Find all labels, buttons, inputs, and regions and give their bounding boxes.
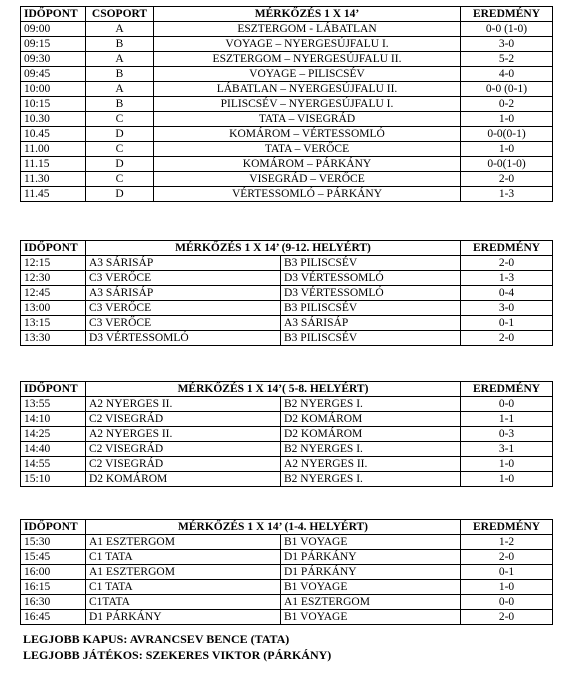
table-row (21, 157, 553, 172)
cell-result: 0-0 (461, 595, 553, 610)
placement-9-12-rows (21, 256, 553, 346)
col-header-match: MÉRKŐZÉS 1 X 14’ (1-4. HELYÉRT) (86, 520, 461, 535)
cell-match: KOMÁROM – VÉRTESSOMLÓ (154, 127, 461, 142)
table-row (21, 112, 553, 127)
cell-time: 09:00 (21, 22, 86, 37)
placement-5-8-rows (21, 397, 553, 487)
cell-result: 1-0 (461, 142, 553, 157)
col-header-result: EREDMÉNY (461, 241, 553, 256)
cell-time: 16:30 (21, 595, 86, 610)
cell-match: LÁBATLAN – NYERGESÚJFALU II. (154, 82, 461, 97)
table-row (21, 67, 553, 82)
col-header-result: EREDMÉNY (461, 7, 553, 22)
cell-home-team: C1 TATA (86, 580, 281, 595)
cell-time: 16:00 (21, 565, 86, 580)
cell-time: 14:25 (21, 427, 86, 442)
cell-away-team: D1 PÁRKÁNY (281, 565, 461, 580)
table-row (21, 52, 553, 67)
cell-away-team: D2 KOMÁROM (281, 427, 461, 442)
cell-group: B (86, 37, 154, 52)
cell-group: B (86, 67, 154, 82)
col-header-time: IDŐPONT (21, 7, 86, 22)
cell-result: 2-0 (461, 256, 553, 271)
cell-time: 14:55 (21, 457, 86, 472)
col-header-match: MÉRKŐZÉS 1 X 14’ (9-12. HELYÉRT) (86, 241, 461, 256)
table-row (21, 412, 553, 427)
placement-5-8-table (20, 381, 553, 487)
cell-result: 2-0 (461, 550, 553, 565)
cell-time: 13:55 (21, 397, 86, 412)
cell-match: VOYAGE – PILISCSÉV (154, 67, 461, 82)
cell-result: 2-0 (461, 331, 553, 346)
cell-result: 1-3 (461, 187, 553, 202)
table-row (21, 127, 553, 142)
cell-time: 13:30 (21, 331, 86, 346)
best-goalkeeper-text: LEGJOBB KAPUS: AVRANCSEV BENCE (TATA) (23, 632, 290, 646)
cell-away-team: B1 VOYAGE (281, 610, 461, 625)
cell-away-team: D3 VÉRTESSOMLÓ (281, 271, 461, 286)
cell-home-team: D1 PÁRKÁNY (86, 610, 281, 625)
cell-match: ESZTERGOM - LÁBATLAN (154, 22, 461, 37)
cell-time: 12:45 (21, 286, 86, 301)
cell-group: D (86, 157, 154, 172)
cell-time: 10.45 (21, 127, 86, 142)
cell-time: 10:15 (21, 97, 86, 112)
placement-1-4-table (20, 519, 553, 625)
cell-home-team: C3 VERŐCE (86, 271, 281, 286)
cell-group: C (86, 172, 154, 187)
table-row (21, 172, 553, 187)
cell-group: D (86, 127, 154, 142)
cell-time: 16:45 (21, 610, 86, 625)
cell-result: 0-3 (461, 427, 553, 442)
cell-time: 13:15 (21, 316, 86, 331)
cell-home-team: A2 NYERGES II. (86, 397, 281, 412)
cell-home-team: A3 SÁRISÁP (86, 256, 281, 271)
best-player-text: LEGJOBB JÁTÉKOS: SZEKERES VIKTOR (PÁRKÁNY) (23, 648, 332, 662)
cell-home-team: A1 ESZTERGOM (86, 535, 281, 550)
cell-result: 1-0 (461, 457, 553, 472)
cell-result: 0-0 (461, 397, 553, 412)
cell-away-team: A2 NYERGES II. (281, 457, 461, 472)
table-row (21, 271, 553, 286)
placement-1-4-rows (21, 535, 553, 625)
col-header-time: IDŐPONT (21, 520, 86, 535)
cell-away-team: B1 VOYAGE (281, 580, 461, 595)
cell-result: 0-1 (461, 565, 553, 580)
cell-away-team: B3 PILISCSÉV (281, 331, 461, 346)
cell-away-team: B2 NYERGES I. (281, 397, 461, 412)
cell-time: 09:30 (21, 52, 86, 67)
cell-time: 09:15 (21, 37, 86, 52)
col-header-time: IDŐPONT (21, 382, 86, 397)
table-row (21, 595, 553, 610)
cell-home-team: C1 TATA (86, 550, 281, 565)
cell-away-team: B2 NYERGES I. (281, 442, 461, 457)
cell-home-team: C1TATA (86, 595, 281, 610)
col-header-time: IDŐPONT (21, 241, 86, 256)
cell-time: 16:15 (21, 580, 86, 595)
cell-result: 1-1 (461, 412, 553, 427)
col-header-result: EREDMÉNY (461, 382, 553, 397)
cell-home-team: C2 VISEGRÁD (86, 412, 281, 427)
cell-home-team: D3 VÉRTESSOMLÓ (86, 331, 281, 346)
cell-result: 3-0 (461, 37, 553, 52)
cell-result: 1-2 (461, 535, 553, 550)
cell-group: C (86, 112, 154, 127)
cell-home-team: A3 SÁRISÁP (86, 286, 281, 301)
table-row (21, 397, 553, 412)
cell-home-team: C2 VISEGRÁD (86, 442, 281, 457)
table-row (21, 331, 553, 346)
table-row (21, 565, 553, 580)
table-row (21, 286, 553, 301)
cell-away-team: D2 KOMÁROM (281, 412, 461, 427)
cell-match: VOYAGE – NYERGESÚJFALU I. (154, 37, 461, 52)
cell-time: 10:00 (21, 82, 86, 97)
cell-group: A (86, 22, 154, 37)
table-row (21, 457, 553, 472)
cell-match: TATA – VISEGRÁD (154, 112, 461, 127)
cell-time: 10.30 (21, 112, 86, 127)
cell-time: 15:45 (21, 550, 86, 565)
col-header-match: MÉRKŐZÉS 1 X 14’( 5-8. HELYÉRT) (86, 382, 461, 397)
cell-home-team: C2 VISEGRÁD (86, 457, 281, 472)
cell-result: 4-0 (461, 67, 553, 82)
cell-result: 2-0 (461, 610, 553, 625)
cell-away-team: B1 VOYAGE (281, 535, 461, 550)
cell-result: 2-0 (461, 172, 553, 187)
cell-away-team: B3 PILISCSÉV (281, 256, 461, 271)
table-row (21, 472, 553, 487)
cell-time: 09:45 (21, 67, 86, 82)
cell-match: VÉRTESSOMLÓ – PÁRKÁNY (154, 187, 461, 202)
cell-result: 5-2 (461, 52, 553, 67)
table-row (21, 22, 553, 37)
table-row (21, 97, 553, 112)
cell-time: 11.15 (21, 157, 86, 172)
group-stage-rows (21, 22, 553, 202)
cell-result: 3-1 (461, 442, 553, 457)
cell-away-team: B3 PILISCSÉV (281, 301, 461, 316)
group-stage-table (20, 6, 553, 202)
cell-time: 14:10 (21, 412, 86, 427)
cell-match: VISEGRÁD – VERŐCE (154, 172, 461, 187)
placement-9-12-table (20, 240, 553, 346)
cell-time: 11.00 (21, 142, 86, 157)
table-row (21, 610, 553, 625)
cell-home-team: C3 VERŐCE (86, 316, 281, 331)
cell-home-team: A1 ESZTERGOM (86, 565, 281, 580)
cell-match: ESZTERGOM – NYERGESÚJFALU II. (154, 52, 461, 67)
cell-result: 1-3 (461, 271, 553, 286)
cell-away-team: A1 ESZTERGOM (281, 595, 461, 610)
cell-result: 0-1 (461, 316, 553, 331)
table-row (21, 187, 553, 202)
table-header-row (21, 382, 553, 397)
cell-group: A (86, 52, 154, 67)
cell-away-team: B2 NYERGES I. (281, 472, 461, 487)
cell-result: 3-0 (461, 301, 553, 316)
table-row (21, 301, 553, 316)
col-header-group: CSOPORT (86, 7, 154, 22)
table-row (21, 550, 553, 565)
cell-group: D (86, 187, 154, 202)
cell-result: 0-0 (1-0) (461, 22, 553, 37)
cell-time: 11.30 (21, 172, 86, 187)
table-row (21, 256, 553, 271)
cell-time: 13:00 (21, 301, 86, 316)
cell-result: 0-0(0-1) (461, 127, 553, 142)
cell-time: 12:15 (21, 256, 86, 271)
cell-group: B (86, 97, 154, 112)
table-row (21, 37, 553, 52)
cell-time: 12:30 (21, 271, 86, 286)
cell-time: 11.45 (21, 187, 86, 202)
cell-result: 1-0 (461, 112, 553, 127)
cell-group: A (86, 82, 154, 97)
cell-away-team: D1 PÁRKÁNY (281, 550, 461, 565)
cell-time: 14:40 (21, 442, 86, 457)
col-header-result: EREDMÉNY (461, 520, 553, 535)
cell-match: KOMÁROM – PÁRKÁNY (154, 157, 461, 172)
table-header-row (21, 241, 553, 256)
table-row (21, 142, 553, 157)
cell-away-team: A3 SÁRISÁP (281, 316, 461, 331)
cell-home-team: D2 KOMÁROM (86, 472, 281, 487)
cell-time: 15:10 (21, 472, 86, 487)
cell-away-team: D3 VÉRTESSOMLÓ (281, 286, 461, 301)
table-header-row (21, 520, 553, 535)
col-header-match: MÉRKŐZÉS 1 X 14’ (154, 7, 461, 22)
cell-result: 0-4 (461, 286, 553, 301)
table-row (21, 442, 553, 457)
table-header-row (21, 7, 553, 22)
cell-match: PILISCSÉV – NYERGESÚJFALU I. (154, 97, 461, 112)
cell-time: 15:30 (21, 535, 86, 550)
table-row (21, 82, 553, 97)
cell-match: TATA – VERŐCE (154, 142, 461, 157)
cell-result: 0-0 (0-1) (461, 82, 553, 97)
cell-home-team: A2 NYERGES II. (86, 427, 281, 442)
cell-result: 1-0 (461, 472, 553, 487)
table-row (21, 316, 553, 331)
table-row (21, 427, 553, 442)
cell-group: C (86, 142, 154, 157)
cell-result: 0-0(1-0) (461, 157, 553, 172)
cell-home-team: C3 VERŐCE (86, 301, 281, 316)
cell-result: 1-0 (461, 580, 553, 595)
cell-result: 0-2 (461, 97, 553, 112)
table-row (21, 535, 553, 550)
table-row (21, 580, 553, 595)
